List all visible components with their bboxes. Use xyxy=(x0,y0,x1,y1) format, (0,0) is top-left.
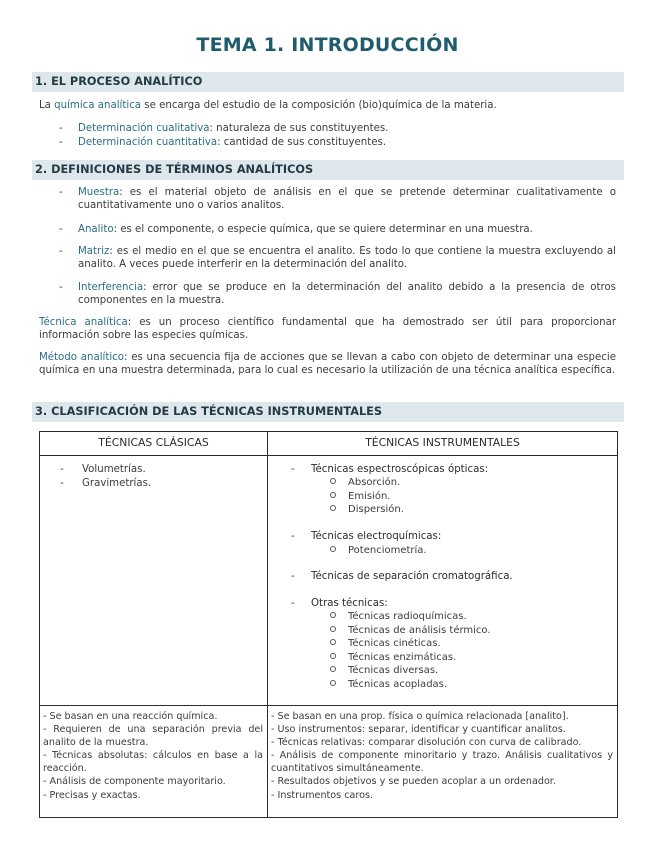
table-header-clasicas: TÉCNICAS CLÁSICAS xyxy=(40,432,268,456)
dash-marker: - xyxy=(59,282,63,293)
metodo-text: : es una secuencia fija de acciones que se llevan a cabo con objeto de determinar una especie química en una muestra determinada, para lo cual es necesario la utilización de una técnica analítica específica. xyxy=(39,352,616,377)
tecnica-text: : es un proceso científico fundamental que ha demostrado ser útil para proporcionar información sobre las especies químicas. xyxy=(39,317,617,342)
dash-marker: - xyxy=(59,137,63,148)
sub-item: Técnicas diversas. xyxy=(330,664,438,677)
note-line: - Uso instrumentos: separar, identificar y cuantificar analitos. xyxy=(271,724,566,736)
circle-bullet-icon xyxy=(330,680,336,686)
sub-item: Técnicas cinéticas. xyxy=(330,637,441,650)
intro-term: química analítica xyxy=(54,100,142,111)
circle-bullet-icon xyxy=(330,612,336,618)
dash-marker: - xyxy=(59,246,63,257)
table-header-instrumentales: TÉCNICAS INSTRUMENTALES xyxy=(268,432,618,456)
dash-marker: - xyxy=(291,531,295,542)
group-label: Técnicas de separación cromatográfica. xyxy=(311,571,513,582)
section-3-heading: 3. CLASIFICACIÓN DE LAS TÉCNICAS INSTRUMENTALES xyxy=(32,402,624,422)
list-item: Gravimetrías. xyxy=(82,478,152,489)
circle-bullet-icon xyxy=(330,626,336,632)
section-1-heading: 1. EL PROCESO ANALÍTICO xyxy=(32,72,624,92)
dash-marker: - xyxy=(291,571,295,582)
item-term: Matriz xyxy=(78,246,110,257)
circle-bullet-icon xyxy=(330,546,336,552)
circle-bullet-icon xyxy=(330,639,336,645)
definition-item xyxy=(78,186,616,213)
clasicas-notes xyxy=(40,706,267,802)
group-label: Otras técnicas: xyxy=(311,598,388,609)
classification-table xyxy=(39,431,618,818)
item-text: : cantidad de sus constituyentes. xyxy=(217,137,387,148)
circle-bullet-icon xyxy=(330,653,336,659)
dash-marker: - xyxy=(291,598,295,609)
dash-marker: - xyxy=(59,123,63,134)
item-text: : naturaleza de sus constituyentes. xyxy=(209,123,389,134)
note-line: - Se basan en una prop. física o química relacionada [analito]. xyxy=(271,711,569,722)
list-item xyxy=(78,136,618,149)
note-line: - Se basan en una reacción química. xyxy=(43,711,218,722)
sub-item: Técnicas enzimáticas. xyxy=(330,651,456,664)
note-line: - Análisis de componente mayoritario. xyxy=(43,776,226,788)
group-label: Técnicas electroquímicas: xyxy=(311,531,442,542)
sub-item: Absorción. xyxy=(330,476,400,489)
dash-marker: - xyxy=(60,464,64,475)
note-line: - Requieren de una separación previa del analito de la muestra. xyxy=(43,724,263,749)
list-item: Volumetrías. xyxy=(82,464,146,475)
item-text: : error que se produce en la determinación del analito debido a la presencia de otros componentes en la muestra. xyxy=(78,282,616,307)
item-term: Analito xyxy=(78,224,114,235)
item-term: Determinación cualitativa xyxy=(78,123,210,134)
circle-bullet-icon xyxy=(330,505,336,511)
tecnica-definition xyxy=(39,316,616,343)
item-term: Muestra xyxy=(78,187,120,198)
page-title: TEMA 1. INTRODUCCIÓN xyxy=(196,34,459,56)
item-text: : es el material objeto de análisis en el que se pretende determinar cualitativamente o cuantitativamente uno o varios analitos. xyxy=(78,187,616,212)
note-line: - Técnicas absolutas: cálculos en base a la reacción. xyxy=(43,750,263,775)
clasicas-list-cell xyxy=(40,456,268,706)
circle-bullet-icon xyxy=(330,478,336,484)
definition-item xyxy=(78,223,616,236)
dash-marker: - xyxy=(291,464,295,475)
clasicas-notes-cell xyxy=(40,706,268,818)
metodo-term: Método analítico xyxy=(39,352,125,363)
instrumentales-list-cell xyxy=(268,456,618,706)
sub-item: Técnicas de análisis térmico. xyxy=(330,624,491,637)
sub-item: Dispersión. xyxy=(330,503,404,516)
sub-item: Emisión. xyxy=(330,490,390,503)
instrumentales-notes xyxy=(268,706,617,802)
metodo-definition xyxy=(39,351,616,378)
tecnica-term: Técnica analítica xyxy=(39,317,128,328)
sub-item: Técnicas acopladas. xyxy=(330,678,447,691)
list-item xyxy=(78,122,618,135)
dash-marker: - xyxy=(59,187,63,198)
intro-post: se encarga del estudio de la composición (bio)química de la materia. xyxy=(141,100,497,111)
item-text: : es el componente, o especie química, que se quiere determinar en una muestra. xyxy=(113,224,533,235)
sub-item: Técnicas radioquímicas. xyxy=(330,610,467,623)
dash-marker: - xyxy=(60,478,64,489)
section-1-intro xyxy=(39,99,619,112)
intro-pre: La xyxy=(39,100,55,111)
note-line: - Instrumentos caros. xyxy=(271,789,374,801)
item-term: Determinación cuantitativa xyxy=(78,137,218,148)
sub-item: Potenciometría. xyxy=(330,544,427,557)
section-2-heading: 2. DEFINICIONES DE TÉRMINOS ANALÍTICOS xyxy=(32,160,624,180)
note-line: - Precisas y exactas. xyxy=(43,789,141,801)
item-term: Interferencia xyxy=(78,282,144,293)
dash-marker: - xyxy=(59,224,63,235)
circle-bullet-icon xyxy=(330,666,336,672)
circle-bullet-icon xyxy=(330,492,336,498)
definition-item xyxy=(78,245,616,272)
group-label: Técnicas espectroscópicas ópticas: xyxy=(311,464,489,475)
note-line: - Resultados objetivos y se pueden acoplar a un ordenador. xyxy=(271,776,556,788)
note-line: - Técnicas relativas: comparar disolución con curva de calibrado. xyxy=(271,737,582,749)
item-text: : es el medio en el que se encuentra el analito. Es todo lo que contiene la muestra excluyendo al analito. A veces puede interferir en la determinación del analito. xyxy=(78,246,616,271)
instrumentales-notes-cell xyxy=(268,706,618,818)
definition-item xyxy=(78,281,616,308)
note-line: - Análisis de componente minoritario y trazo. Análisis cualitativos y cuantitativos simultáneamente. xyxy=(271,750,613,775)
